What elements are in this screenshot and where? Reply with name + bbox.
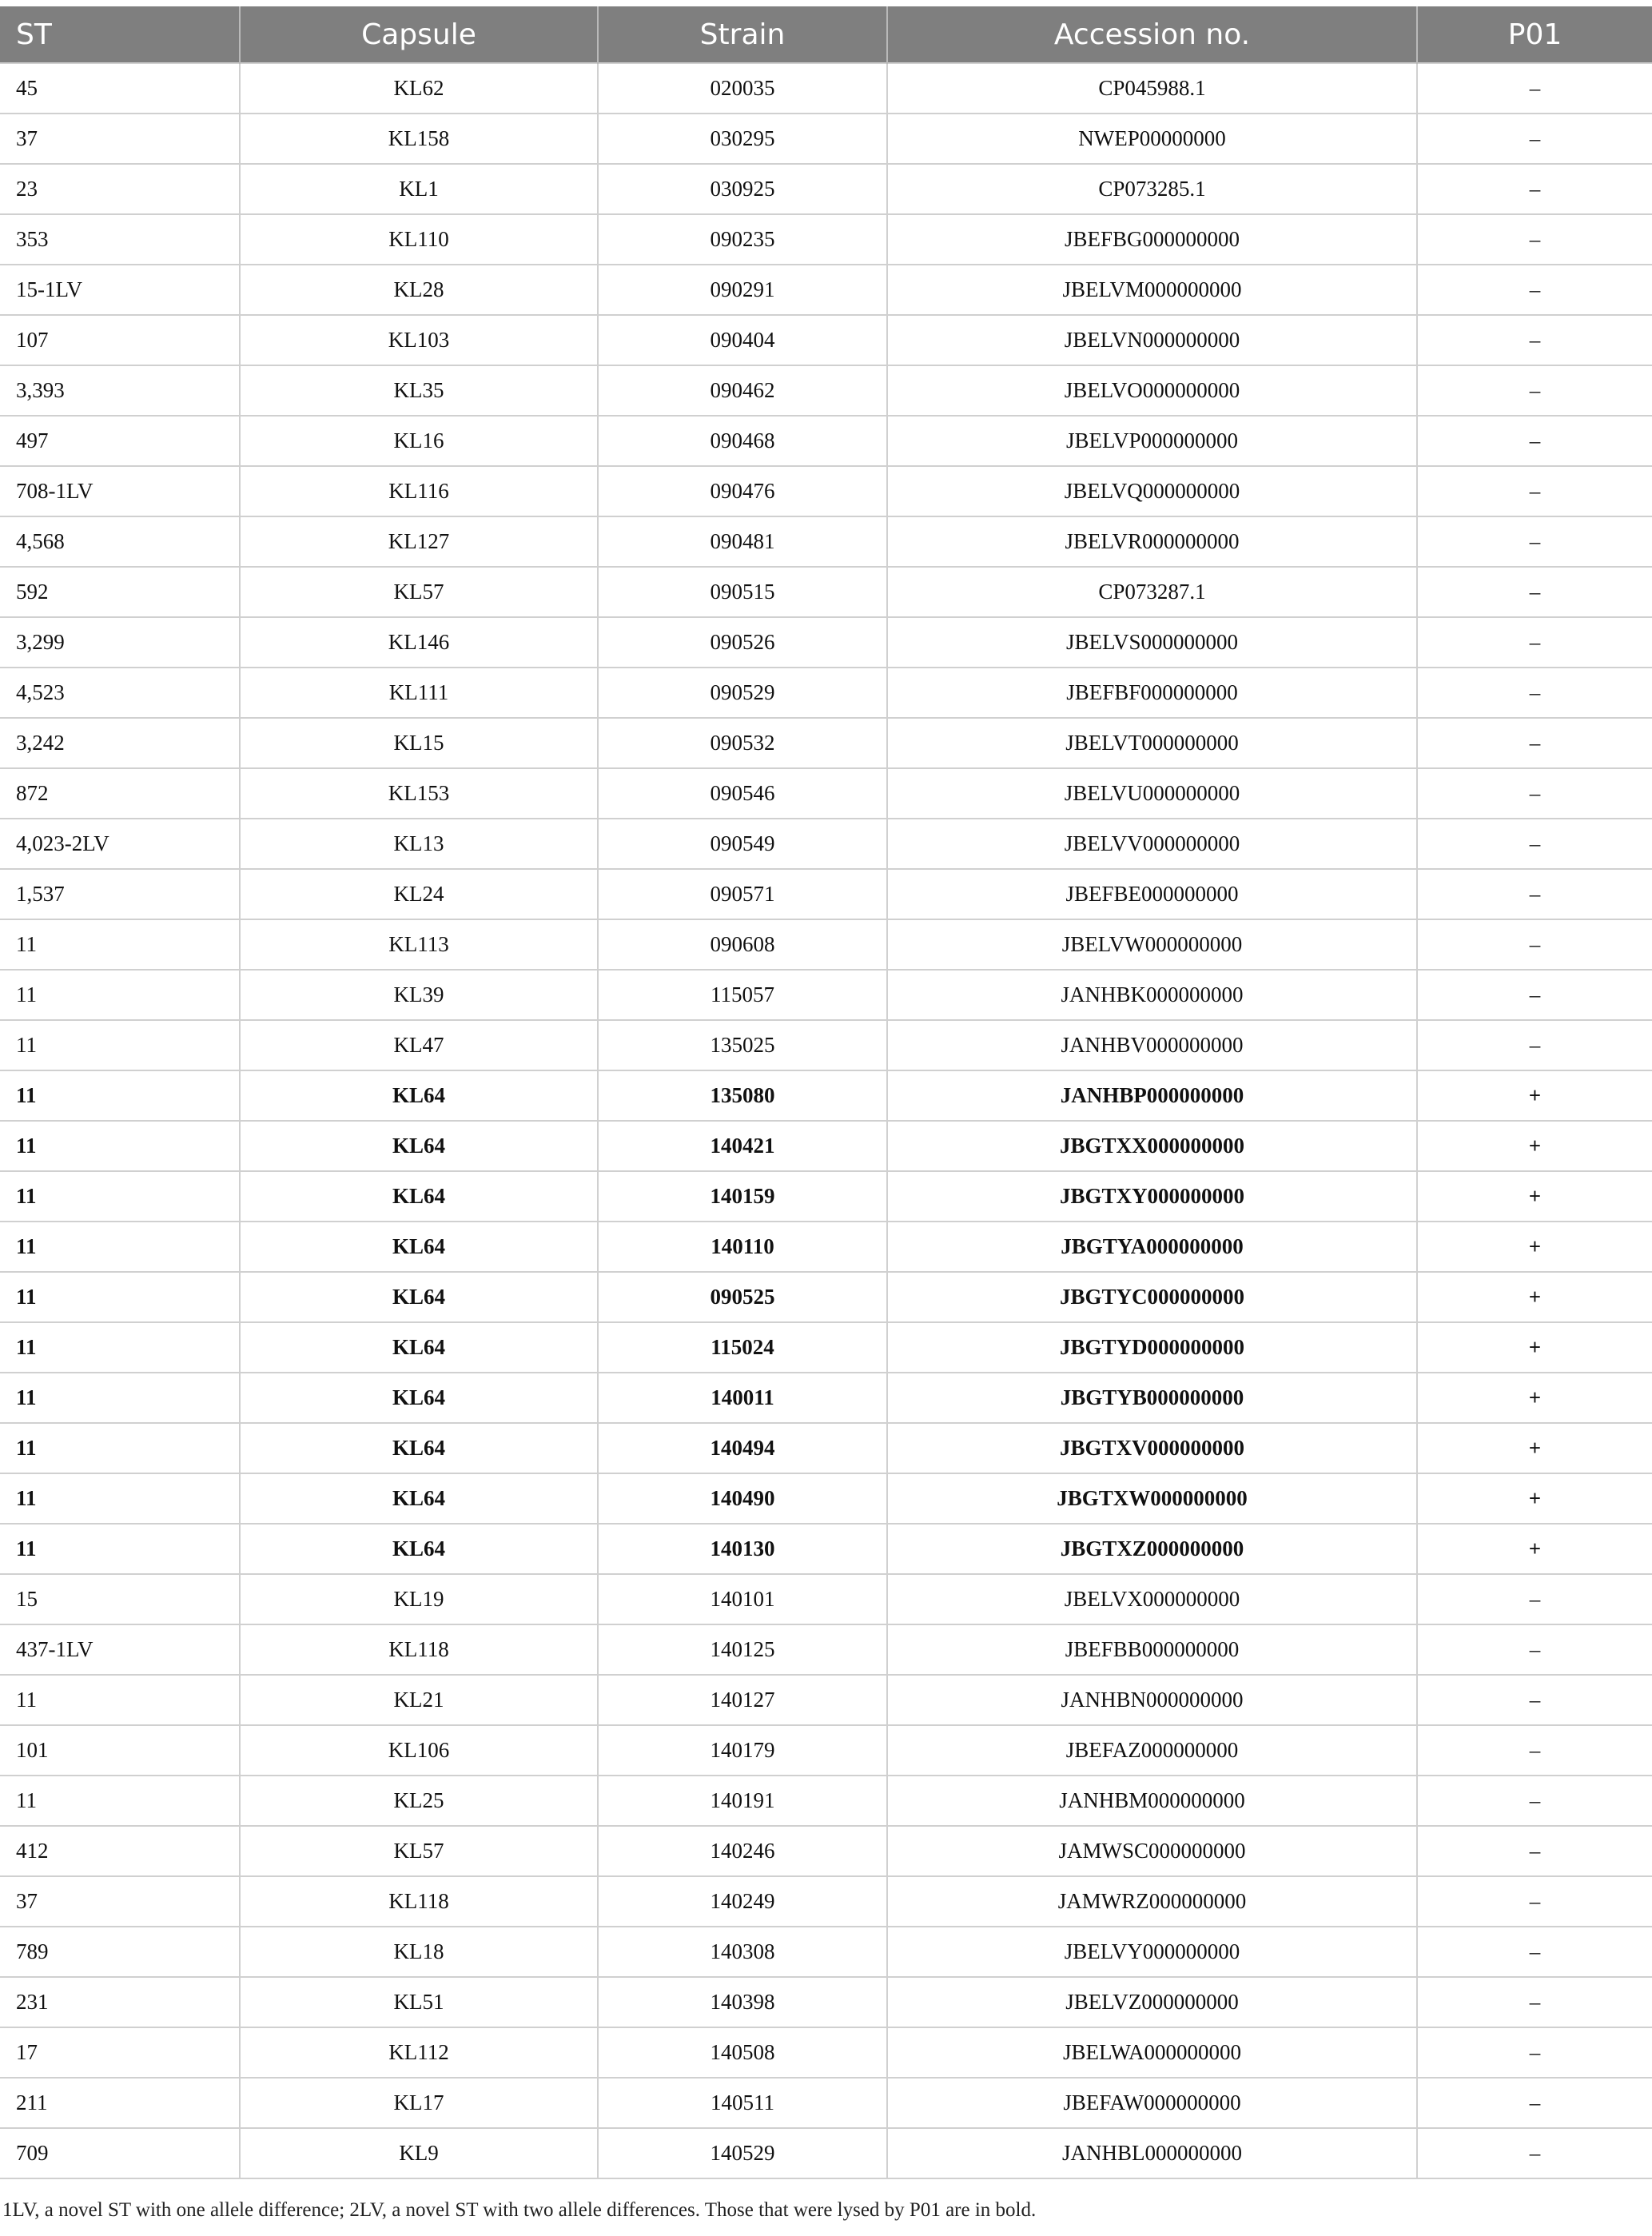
cell-p01: –: [1417, 265, 1652, 315]
cell-accession: JBGTYD000000000: [887, 1322, 1417, 1373]
cell-strain: 090529: [598, 668, 887, 718]
cell-capsule: KL57: [240, 1826, 598, 1876]
cell-st: 4,023-2LV: [0, 819, 240, 869]
cell-strain: 090462: [598, 365, 887, 416]
cell-p01: –: [1417, 516, 1652, 567]
cell-strain: 135025: [598, 1020, 887, 1070]
cell-accession: JBEFBE000000000: [887, 869, 1417, 919]
table-row: [0, 1826, 1652, 1876]
table-footnote: 1LV, a novel ST with one allele difference; 2LV, a novel ST with two allele differences. Those that were lysed by P01 are in bold.: [2, 2199, 1037, 2221]
cell-p01: –: [1417, 919, 1652, 970]
cell-st: 11: [0, 1675, 240, 1725]
cell-p01: –: [1417, 164, 1652, 214]
cell-accession: JANHBV000000000: [887, 1020, 1417, 1070]
cell-p01: –: [1417, 1927, 1652, 1977]
cell-capsule: KL111: [240, 668, 598, 718]
cell-capsule: KL127: [240, 516, 598, 567]
cell-p01: –: [1417, 869, 1652, 919]
cell-capsule: KL19: [240, 1574, 598, 1624]
cell-strain: 140494: [598, 1423, 887, 1473]
cell-st: 3,242: [0, 718, 240, 768]
cell-accession: JBEFBG000000000: [887, 214, 1417, 265]
cell-strain: 090532: [598, 718, 887, 768]
cell-strain: 090608: [598, 919, 887, 970]
table-row: [0, 315, 1652, 365]
header-accession: Accession no.: [887, 6, 1417, 63]
cell-strain: 140249: [598, 1876, 887, 1927]
cell-strain: 140127: [598, 1675, 887, 1725]
cell-capsule: KL118: [240, 1624, 598, 1675]
cell-strain: 140421: [598, 1121, 887, 1171]
header-row: [0, 6, 1652, 63]
cell-st: 101: [0, 1725, 240, 1776]
cell-p01: –: [1417, 1776, 1652, 1826]
cell-st: 437-1LV: [0, 1624, 240, 1675]
cell-p01: –: [1417, 668, 1652, 718]
cell-st: 15-1LV: [0, 265, 240, 315]
header-capsule: Capsule: [240, 6, 598, 63]
cell-p01: –: [1417, 1876, 1652, 1927]
cell-accession: JANHBP000000000: [887, 1070, 1417, 1121]
cell-p01: –: [1417, 1624, 1652, 1675]
cell-st: 789: [0, 1927, 240, 1977]
cell-p01: +: [1417, 1373, 1652, 1423]
cell-accession: JBELVY000000000: [887, 1927, 1417, 1977]
cell-st: 11: [0, 1776, 240, 1826]
cell-capsule: KL39: [240, 970, 598, 1020]
table-row: [0, 1524, 1652, 1574]
cell-strain: 140179: [598, 1725, 887, 1776]
cell-st: 592: [0, 567, 240, 617]
cell-p01: +: [1417, 1171, 1652, 1222]
cell-strain: 090476: [598, 466, 887, 516]
cell-st: 11: [0, 1373, 240, 1423]
table-row: [0, 1675, 1652, 1725]
cell-accession: JBELVW000000000: [887, 919, 1417, 970]
cell-accession: JANHBM000000000: [887, 1776, 1417, 1826]
cell-st: 3,299: [0, 617, 240, 668]
cell-capsule: KL13: [240, 819, 598, 869]
cell-capsule: KL1: [240, 164, 598, 214]
cell-accession: JBELVO000000000: [887, 365, 1417, 416]
cell-strain: 140508: [598, 2027, 887, 2078]
cell-st: 11: [0, 1423, 240, 1473]
cell-p01: –: [1417, 970, 1652, 1020]
table-row: [0, 1423, 1652, 1473]
cell-accession: JBGTXV000000000: [887, 1423, 1417, 1473]
cell-strain: 140490: [598, 1473, 887, 1524]
cell-st: 11: [0, 919, 240, 970]
cell-strain: 140191: [598, 1776, 887, 1826]
cell-st: 708-1LV: [0, 466, 240, 516]
table-row: [0, 265, 1652, 315]
cell-st: 17: [0, 2027, 240, 2078]
table-row: [0, 114, 1652, 164]
table-row: [0, 365, 1652, 416]
cell-p01: –: [1417, 114, 1652, 164]
cell-strain: 140101: [598, 1574, 887, 1624]
cell-strain: 020035: [598, 63, 887, 114]
table-row: [0, 516, 1652, 567]
cell-strain: 090468: [598, 416, 887, 466]
cell-capsule: KL64: [240, 1473, 598, 1524]
cell-strain: 030925: [598, 164, 887, 214]
table-row: [0, 1070, 1652, 1121]
cell-p01: –: [1417, 819, 1652, 869]
table-row: [0, 2128, 1652, 2178]
cell-strain: 140398: [598, 1977, 887, 2027]
cell-p01: –: [1417, 315, 1652, 365]
cell-capsule: KL116: [240, 466, 598, 516]
cell-p01: +: [1417, 1222, 1652, 1272]
cell-p01: +: [1417, 1121, 1652, 1171]
table-row: [0, 1977, 1652, 2027]
cell-accession: JBELWA000000000: [887, 2027, 1417, 2078]
cell-p01: +: [1417, 1322, 1652, 1373]
cell-st: 211: [0, 2078, 240, 2128]
table-row: [0, 1020, 1652, 1070]
cell-accession: JBGTXZ000000000: [887, 1524, 1417, 1574]
cell-st: 11: [0, 1171, 240, 1222]
table-row: [0, 2027, 1652, 2078]
cell-p01: +: [1417, 1524, 1652, 1574]
cell-strain: 090404: [598, 315, 887, 365]
cell-accession: JBGTXW000000000: [887, 1473, 1417, 1524]
cell-p01: –: [1417, 617, 1652, 668]
cell-capsule: KL35: [240, 365, 598, 416]
cell-st: 11: [0, 1322, 240, 1373]
cell-accession: JBELVZ000000000: [887, 1977, 1417, 2027]
cell-strain: 140246: [598, 1826, 887, 1876]
cell-capsule: KL158: [240, 114, 598, 164]
cell-st: 412: [0, 1826, 240, 1876]
cell-accession: CP073285.1: [887, 164, 1417, 214]
cell-p01: –: [1417, 718, 1652, 768]
cell-capsule: KL64: [240, 1423, 598, 1473]
cell-accession: JBGTYA000000000: [887, 1222, 1417, 1272]
cell-strain: 140130: [598, 1524, 887, 1574]
cell-p01: –: [1417, 1725, 1652, 1776]
cell-p01: –: [1417, 1826, 1652, 1876]
table-row: [0, 1121, 1652, 1171]
cell-accession: JBELVR000000000: [887, 516, 1417, 567]
cell-p01: –: [1417, 1574, 1652, 1624]
cell-st: 3,393: [0, 365, 240, 416]
table-row: [0, 1927, 1652, 1977]
cell-strain: 090525: [598, 1272, 887, 1322]
cell-p01: +: [1417, 1070, 1652, 1121]
cell-st: 11: [0, 1020, 240, 1070]
cell-capsule: KL103: [240, 315, 598, 365]
cell-st: 1,537: [0, 869, 240, 919]
cell-capsule: KL106: [240, 1725, 598, 1776]
table-row: [0, 1725, 1652, 1776]
cell-strain: 090526: [598, 617, 887, 668]
cell-strain: 090481: [598, 516, 887, 567]
cell-accession: JBELVS000000000: [887, 617, 1417, 668]
table-row: [0, 1322, 1652, 1373]
table-row: [0, 970, 1652, 1020]
cell-strain: 140159: [598, 1171, 887, 1222]
cell-strain: 140308: [598, 1927, 887, 1977]
cell-p01: –: [1417, 1977, 1652, 2027]
table-row: [0, 1171, 1652, 1222]
cell-strain: 090546: [598, 768, 887, 819]
table-row: [0, 1222, 1652, 1272]
cell-accession: JBGTYB000000000: [887, 1373, 1417, 1423]
cell-p01: –: [1417, 416, 1652, 466]
cell-accession: JBELVT000000000: [887, 718, 1417, 768]
cell-p01: –: [1417, 63, 1652, 114]
cell-capsule: KL15: [240, 718, 598, 768]
cell-capsule: KL64: [240, 1222, 598, 1272]
cell-strain: 090291: [598, 265, 887, 315]
table-row: [0, 1473, 1652, 1524]
cell-accession: JBEFBF000000000: [887, 668, 1417, 718]
table-row: [0, 1876, 1652, 1927]
cell-capsule: KL110: [240, 214, 598, 265]
table-row: [0, 164, 1652, 214]
table-row: [0, 819, 1652, 869]
table-row: [0, 768, 1652, 819]
cell-capsule: KL62: [240, 63, 598, 114]
cell-st: 15: [0, 1574, 240, 1624]
cell-capsule: KL64: [240, 1524, 598, 1574]
cell-p01: –: [1417, 365, 1652, 416]
cell-capsule: KL64: [240, 1171, 598, 1222]
cell-capsule: KL64: [240, 1322, 598, 1373]
cell-st: 4,523: [0, 668, 240, 718]
cell-accession: NWEP00000000: [887, 114, 1417, 164]
cell-capsule: KL21: [240, 1675, 598, 1725]
cell-p01: –: [1417, 214, 1652, 265]
cell-capsule: KL24: [240, 869, 598, 919]
table-row: [0, 1272, 1652, 1322]
cell-accession: JBGTXX000000000: [887, 1121, 1417, 1171]
cell-accession: JAMWRZ000000000: [887, 1876, 1417, 1927]
table-row: [0, 416, 1652, 466]
cell-strain: 090571: [598, 869, 887, 919]
cell-strain: 140110: [598, 1222, 887, 1272]
cell-strain: 140529: [598, 2128, 887, 2178]
cell-st: 11: [0, 1070, 240, 1121]
cell-strain: 090235: [598, 214, 887, 265]
cell-st: 23: [0, 164, 240, 214]
cell-st: 11: [0, 970, 240, 1020]
cell-st: 709: [0, 2128, 240, 2178]
cell-accession: JBEFAW000000000: [887, 2078, 1417, 2128]
cell-p01: +: [1417, 1272, 1652, 1322]
cell-strain: 135080: [598, 1070, 887, 1121]
cell-accession: JBELVV000000000: [887, 819, 1417, 869]
table-row: [0, 1373, 1652, 1423]
cell-p01: –: [1417, 2078, 1652, 2128]
cell-accession: JBELVM000000000: [887, 265, 1417, 315]
cell-capsule: KL64: [240, 1272, 598, 1322]
cell-accession: JAMWSC000000000: [887, 1826, 1417, 1876]
cell-capsule: KL28: [240, 265, 598, 315]
cell-accession: JANHBK000000000: [887, 970, 1417, 1020]
cell-capsule: KL113: [240, 919, 598, 970]
cell-capsule: KL112: [240, 2027, 598, 2078]
strain-table-container: [0, 6, 1652, 2179]
cell-strain: 115057: [598, 970, 887, 1020]
cell-st: 4,568: [0, 516, 240, 567]
cell-p01: –: [1417, 1020, 1652, 1070]
table-row: [0, 919, 1652, 970]
cell-accession: JANHBN000000000: [887, 1675, 1417, 1725]
cell-st: 11: [0, 1222, 240, 1272]
table-row: [0, 668, 1652, 718]
cell-capsule: KL17: [240, 2078, 598, 2128]
cell-st: 11: [0, 1272, 240, 1322]
cell-accession: JBELVU000000000: [887, 768, 1417, 819]
cell-strain: 030295: [598, 114, 887, 164]
cell-capsule: KL16: [240, 416, 598, 466]
cell-capsule: KL64: [240, 1070, 598, 1121]
cell-accession: CP073287.1: [887, 567, 1417, 617]
table-row: [0, 214, 1652, 265]
cell-capsule: KL57: [240, 567, 598, 617]
cell-capsule: KL153: [240, 768, 598, 819]
cell-capsule: KL118: [240, 1876, 598, 1927]
cell-st: 107: [0, 315, 240, 365]
cell-capsule: KL146: [240, 617, 598, 668]
header-st: ST: [0, 6, 240, 63]
cell-accession: JANHBL000000000: [887, 2128, 1417, 2178]
cell-capsule: KL47: [240, 1020, 598, 1070]
table-row: [0, 1624, 1652, 1675]
table-row: [0, 2078, 1652, 2128]
cell-accession: JBGTXY000000000: [887, 1171, 1417, 1222]
cell-accession: CP045988.1: [887, 63, 1417, 114]
cell-accession: JBELVX000000000: [887, 1574, 1417, 1624]
cell-accession: JBELVQ000000000: [887, 466, 1417, 516]
cell-capsule: KL25: [240, 1776, 598, 1826]
cell-p01: –: [1417, 2027, 1652, 2078]
cell-p01: –: [1417, 567, 1652, 617]
cell-st: 45: [0, 63, 240, 114]
header-p01: P01: [1417, 6, 1652, 63]
cell-st: 872: [0, 768, 240, 819]
table-row: [0, 617, 1652, 668]
table-row: [0, 567, 1652, 617]
cell-p01: +: [1417, 1473, 1652, 1524]
cell-capsule: KL64: [240, 1373, 598, 1423]
cell-p01: –: [1417, 466, 1652, 516]
table-row: [0, 869, 1652, 919]
table-body: [0, 63, 1652, 2178]
table-row: [0, 1776, 1652, 1826]
table-row: [0, 466, 1652, 516]
cell-accession: JBELVN000000000: [887, 315, 1417, 365]
cell-st: 353: [0, 214, 240, 265]
cell-p01: –: [1417, 2128, 1652, 2178]
cell-st: 11: [0, 1473, 240, 1524]
cell-strain: 115024: [598, 1322, 887, 1373]
table-row: [0, 63, 1652, 114]
table-row: [0, 718, 1652, 768]
strain-table: [0, 6, 1652, 2179]
cell-capsule: KL18: [240, 1927, 598, 1977]
cell-st: 11: [0, 1524, 240, 1574]
cell-capsule: KL51: [240, 1977, 598, 2027]
cell-strain: 140125: [598, 1624, 887, 1675]
cell-st: 37: [0, 1876, 240, 1927]
cell-st: 11: [0, 1121, 240, 1171]
cell-p01: –: [1417, 1675, 1652, 1725]
cell-strain: 090549: [598, 819, 887, 869]
cell-st: 231: [0, 1977, 240, 2027]
cell-accession: JBGTYC000000000: [887, 1272, 1417, 1322]
cell-accession: JBELVP000000000: [887, 416, 1417, 466]
cell-accession: JBEFAZ000000000: [887, 1725, 1417, 1776]
cell-st: 37: [0, 114, 240, 164]
cell-strain: 140511: [598, 2078, 887, 2128]
table-row: [0, 1574, 1652, 1624]
cell-strain: 090515: [598, 567, 887, 617]
cell-p01: +: [1417, 1423, 1652, 1473]
header-strain: Strain: [598, 6, 887, 63]
cell-p01: –: [1417, 768, 1652, 819]
cell-strain: 140011: [598, 1373, 887, 1423]
cell-capsule: KL64: [240, 1121, 598, 1171]
cell-st: 497: [0, 416, 240, 466]
cell-accession: JBEFBB000000000: [887, 1624, 1417, 1675]
cell-capsule: KL9: [240, 2128, 598, 2178]
